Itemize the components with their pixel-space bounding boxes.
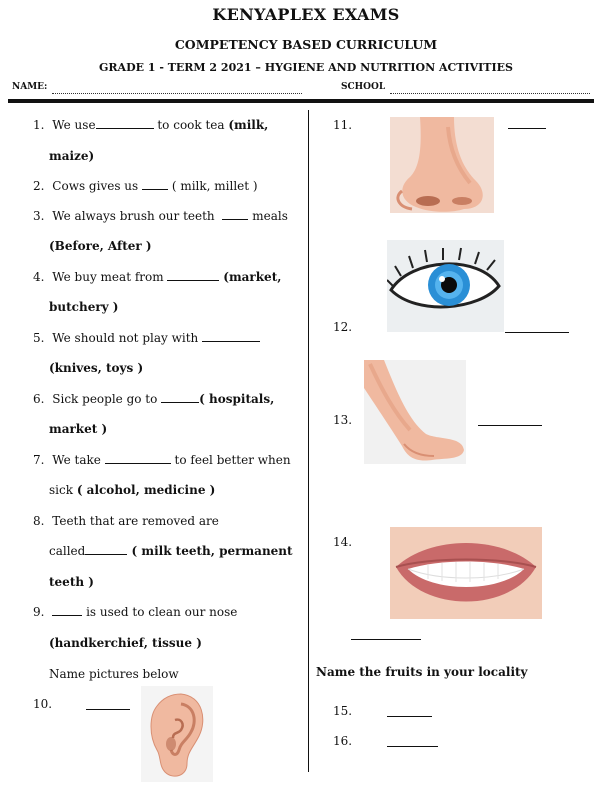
question-9: 9. is used to clean our nose [33,605,238,619]
question-8: 8. Teeth that are removed are [33,514,219,528]
question-8-options: teeth ) [49,575,94,589]
question-7: 7. We take to feel better when [33,453,291,467]
question-6: 6. Sick people go to ( hospitals, [33,392,275,406]
question-13-number: 13. [333,413,353,427]
question-4: 4. We buy meat from (market, [33,270,282,284]
answer-blank[interactable] [105,453,171,464]
answer-line-15[interactable] [387,716,432,717]
question-3-options: (Before, After ) [49,239,152,253]
answer-line-11[interactable] [508,128,546,129]
name-field[interactable] [52,92,302,94]
fruits-heading: Name the fruits in your locality [316,665,528,679]
nose-picture [390,117,494,213]
answer-blank[interactable] [202,331,260,342]
question-9-options: (handkerchief, tissue ) [49,636,202,650]
question-2: 2. Cows gives us ( milk, millet ) [33,179,258,193]
answer-blank[interactable] [52,605,82,616]
ear-picture [141,686,213,782]
question-10-number: 10. [33,697,53,711]
mouth-picture [390,527,542,619]
exam-subtitle: COMPETENCY BASED CURRICULUM [174,37,438,52]
question-4-options: butchery ) [49,300,119,314]
school-field[interactable] [390,92,590,94]
leg-picture [364,360,466,464]
question-6-options: market ) [49,422,108,436]
question-1: 1. We use to cook tea (milk, [33,118,269,132]
answer-blank[interactable] [167,270,219,281]
question-12-number: 12. [333,320,353,334]
exam-title: KENYAPLEX EXAMS [212,5,400,24]
question-1-options: maize) [49,149,95,163]
name-label: NAME: [12,82,48,92]
answer-line-14[interactable] [351,639,421,640]
question-11-number: 11. [333,118,353,132]
answer-line-13[interactable] [478,425,542,426]
answer-blank[interactable] [142,179,168,190]
answer-blank[interactable] [85,544,127,555]
answer-blank[interactable] [161,392,199,403]
question-7-line-2: sick ( alcohol, medicine ) [49,483,216,497]
question-5: 5. We should not play with [33,331,260,345]
answer-line-16[interactable] [387,746,438,747]
question-16-number: 16. [333,734,353,748]
question-8-line-2: called ( milk teeth, permanent [49,544,293,558]
question-3: 3. We always brush our teeth meals [33,209,288,223]
picture-instruction: Name pictures below [49,667,179,681]
column-divider [308,110,309,772]
question-number: 1. [33,118,45,132]
grade-line: GRADE 1 - TERM 2 2021 – HYGIENE AND NUTRITION ACTIVITIES [99,61,513,74]
question-15-number: 15. [333,704,353,718]
answer-line-12[interactable] [505,332,569,333]
answer-blank[interactable] [96,118,154,129]
question-14-number: 14. [333,535,353,549]
question-5-options: (knives, toys ) [49,361,144,375]
eye-picture [387,240,504,332]
answer-line-10[interactable] [86,709,130,710]
header-rule [8,99,594,103]
school-label: SCHOOL [341,82,386,92]
answer-blank[interactable] [222,209,248,220]
